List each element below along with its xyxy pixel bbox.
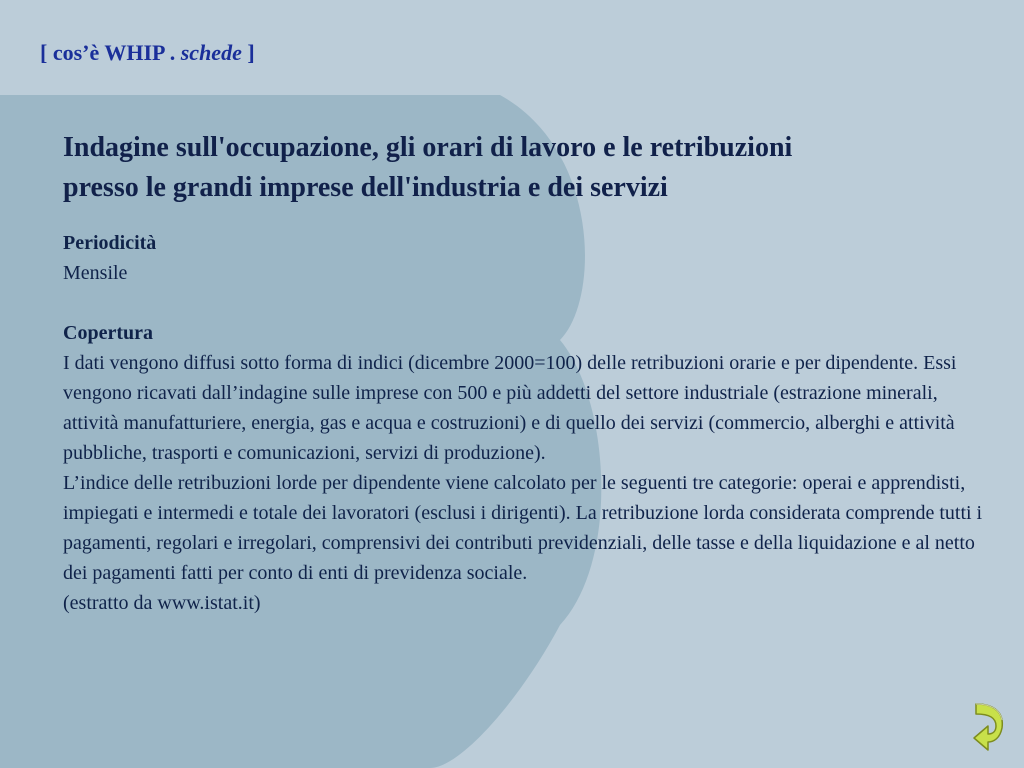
copertura-paragraph-2: L’indice delle retribuzioni lorde per dipendente viene calcolato per le seguenti tre categorie: operai e apprendisti, impiegati e intermedi e totale dei lavoratori (esclusi i dirigenti). La retribuzione lorda considerata comprende tutti i pagamenti, regolari e irregolari, comprensivi dei contributi previdenziali, delle tasse e della liquidazione e al netto dei pagamenti fatti per conto di enti di previdenza sociale.	[63, 472, 983, 584]
header-prefix: [ cos’è WHIP .	[40, 40, 176, 65]
page-title	[63, 128, 983, 208]
title-line-1: Indagine sull'occupazione, gli orari di lavoro e le retribuzioni	[63, 132, 793, 163]
source-note: (estratto da www.istat.it)	[63, 592, 261, 614]
periodicita-text: Mensile	[63, 262, 128, 284]
header-italic: schede	[180, 40, 242, 65]
slide-header	[40, 40, 255, 66]
slide-content	[63, 128, 983, 618]
title-line-2: presso le grandi imprese dell'industria e dei servizi	[63, 172, 668, 203]
header-suffix: ]	[247, 40, 255, 65]
copertura-paragraph-1: I dati vengono diffusi sotto forma di indici (dicembre 2000=100) delle retribuzioni orarie e per dipendente. Essi vengono ricavati dall’indagine sulle imprese con 500 e più addetti del settore industriale (estrazione minerali, attività manufatturiere, energia, gas e acqua e costruzioni) e di quello dei servizi (commercio, alberghi e attività pubbliche, trasporti e comunicazioni, servizi di produzione).	[63, 352, 957, 464]
copertura-heading: Copertura	[63, 322, 153, 344]
periodicita-heading: Periodicità	[63, 232, 157, 254]
curved-return-arrow-icon	[970, 700, 1010, 758]
next-slide-button[interactable]	[970, 700, 1010, 758]
